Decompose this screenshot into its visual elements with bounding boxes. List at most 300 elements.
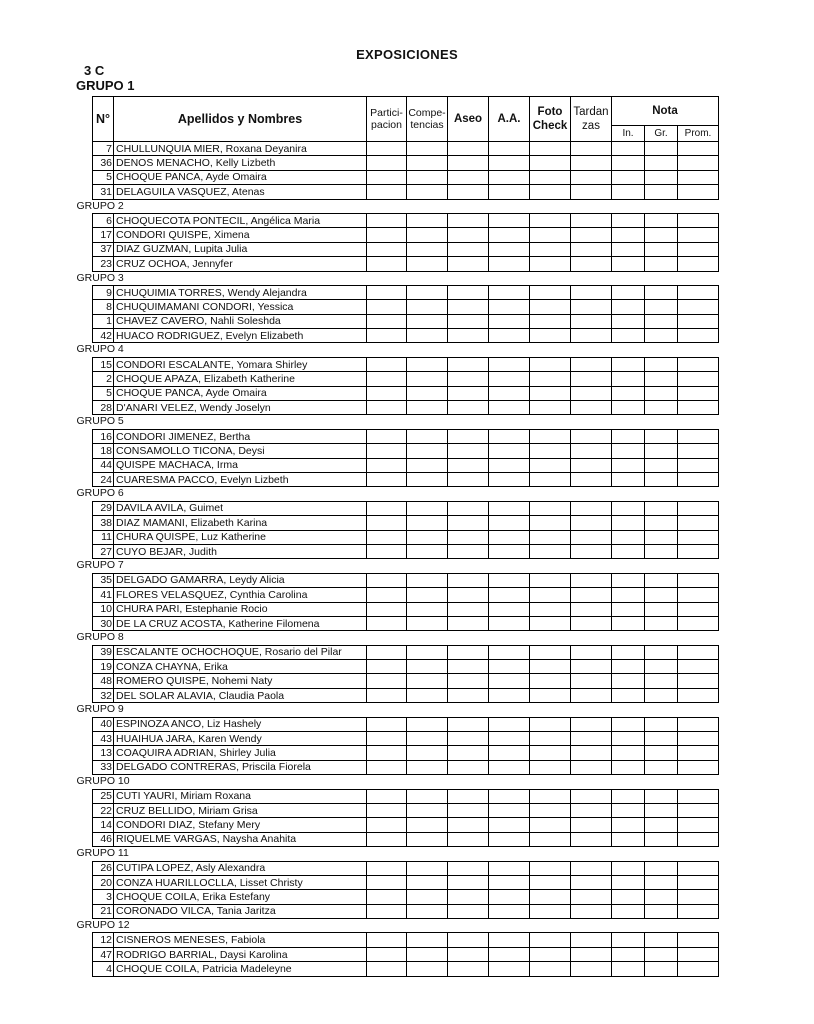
- grade-cell[interactable]: [612, 861, 645, 875]
- grade-cell[interactable]: [530, 875, 571, 889]
- grade-cell[interactable]: [571, 257, 612, 271]
- grade-cell[interactable]: [678, 947, 719, 961]
- grade-cell[interactable]: [645, 803, 678, 817]
- grade-cell[interactable]: [571, 530, 612, 544]
- grade-cell[interactable]: [678, 933, 719, 947]
- grade-cell[interactable]: [678, 616, 719, 630]
- grade-cell[interactable]: [612, 329, 645, 343]
- grade-cell[interactable]: [448, 962, 489, 976]
- grade-cell[interactable]: [448, 142, 489, 156]
- grade-cell[interactable]: [530, 372, 571, 386]
- grade-cell[interactable]: [678, 372, 719, 386]
- grade-cell[interactable]: [367, 213, 407, 227]
- grade-cell[interactable]: [407, 401, 448, 415]
- grade-cell[interactable]: [612, 185, 645, 199]
- grade-cell[interactable]: [612, 746, 645, 760]
- grade-cell[interactable]: [571, 501, 612, 515]
- grade-cell[interactable]: [571, 228, 612, 242]
- grade-cell[interactable]: [530, 242, 571, 256]
- grade-cell[interactable]: [645, 501, 678, 515]
- grade-cell[interactable]: [571, 170, 612, 184]
- grade-cell[interactable]: [407, 832, 448, 846]
- grade-cell[interactable]: [448, 544, 489, 558]
- grade-cell[interactable]: [645, 386, 678, 400]
- grade-cell[interactable]: [407, 803, 448, 817]
- grade-cell[interactable]: [489, 861, 530, 875]
- grade-cell[interactable]: [612, 300, 645, 314]
- grade-cell[interactable]: [489, 890, 530, 904]
- grade-cell[interactable]: [612, 947, 645, 961]
- grade-cell[interactable]: [530, 401, 571, 415]
- grade-cell[interactable]: [407, 588, 448, 602]
- grade-cell[interactable]: [530, 732, 571, 746]
- grade-cell[interactable]: [367, 329, 407, 343]
- grade-cell[interactable]: [678, 818, 719, 832]
- grade-cell[interactable]: [407, 573, 448, 587]
- grade-cell[interactable]: [367, 645, 407, 659]
- grade-cell[interactable]: [678, 904, 719, 918]
- grade-cell[interactable]: [367, 602, 407, 616]
- grade-cell[interactable]: [612, 516, 645, 530]
- grade-cell[interactable]: [407, 386, 448, 400]
- grade-cell[interactable]: [407, 890, 448, 904]
- grade-cell[interactable]: [489, 660, 530, 674]
- grade-cell[interactable]: [678, 732, 719, 746]
- grade-cell[interactable]: [407, 458, 448, 472]
- grade-cell[interactable]: [530, 530, 571, 544]
- grade-cell[interactable]: [407, 142, 448, 156]
- grade-cell[interactable]: [645, 588, 678, 602]
- grade-cell[interactable]: [448, 472, 489, 486]
- grade-cell[interactable]: [448, 458, 489, 472]
- grade-cell[interactable]: [530, 458, 571, 472]
- grade-cell[interactable]: [530, 760, 571, 774]
- grade-cell[interactable]: [448, 645, 489, 659]
- grade-cell[interactable]: [407, 185, 448, 199]
- grade-cell[interactable]: [645, 732, 678, 746]
- grade-cell[interactable]: [678, 573, 719, 587]
- grade-cell[interactable]: [448, 228, 489, 242]
- grade-cell[interactable]: [612, 616, 645, 630]
- grade-cell[interactable]: [407, 660, 448, 674]
- grade-cell[interactable]: [612, 142, 645, 156]
- grade-cell[interactable]: [678, 660, 719, 674]
- grade-cell[interactable]: [678, 832, 719, 846]
- grade-cell[interactable]: [367, 516, 407, 530]
- grade-cell[interactable]: [448, 285, 489, 299]
- grade-cell[interactable]: [645, 660, 678, 674]
- grade-cell[interactable]: [645, 746, 678, 760]
- grade-cell[interactable]: [678, 803, 719, 817]
- grade-cell[interactable]: [530, 660, 571, 674]
- grade-cell[interactable]: [489, 933, 530, 947]
- grade-cell[interactable]: [612, 818, 645, 832]
- grade-cell[interactable]: [571, 185, 612, 199]
- grade-cell[interactable]: [678, 602, 719, 616]
- grade-cell[interactable]: [367, 832, 407, 846]
- grade-cell[interactable]: [645, 357, 678, 371]
- grade-cell[interactable]: [571, 660, 612, 674]
- grade-cell[interactable]: [489, 875, 530, 889]
- grade-cell[interactable]: [530, 156, 571, 170]
- grade-cell[interactable]: [645, 314, 678, 328]
- grade-cell[interactable]: [571, 746, 612, 760]
- grade-cell[interactable]: [489, 156, 530, 170]
- grade-cell[interactable]: [612, 357, 645, 371]
- grade-cell[interactable]: [530, 818, 571, 832]
- grade-cell[interactable]: [612, 732, 645, 746]
- grade-cell[interactable]: [571, 688, 612, 702]
- grade-cell[interactable]: [407, 516, 448, 530]
- grade-cell[interactable]: [407, 357, 448, 371]
- grade-cell[interactable]: [571, 602, 612, 616]
- grade-cell[interactable]: [530, 861, 571, 875]
- grade-cell[interactable]: [367, 688, 407, 702]
- grade-cell[interactable]: [645, 530, 678, 544]
- grade-cell[interactable]: [367, 372, 407, 386]
- grade-cell[interactable]: [407, 616, 448, 630]
- grade-cell[interactable]: [678, 674, 719, 688]
- grade-cell[interactable]: [489, 573, 530, 587]
- grade-cell[interactable]: [530, 544, 571, 558]
- grade-cell[interactable]: [407, 329, 448, 343]
- grade-cell[interactable]: [645, 717, 678, 731]
- grade-cell[interactable]: [367, 674, 407, 688]
- grade-cell[interactable]: [530, 717, 571, 731]
- grade-cell[interactable]: [367, 429, 407, 443]
- grade-cell[interactable]: [407, 472, 448, 486]
- grade-cell[interactable]: [571, 357, 612, 371]
- grade-cell[interactable]: [645, 516, 678, 530]
- grade-cell[interactable]: [448, 372, 489, 386]
- grade-cell[interactable]: [407, 818, 448, 832]
- grade-cell[interactable]: [612, 875, 645, 889]
- grade-cell[interactable]: [367, 300, 407, 314]
- grade-cell[interactable]: [489, 760, 530, 774]
- grade-cell[interactable]: [612, 257, 645, 271]
- grade-cell[interactable]: [612, 717, 645, 731]
- grade-cell[interactable]: [571, 803, 612, 817]
- grade-cell[interactable]: [645, 458, 678, 472]
- grade-cell[interactable]: [448, 789, 489, 803]
- grade-cell[interactable]: [489, 429, 530, 443]
- grade-cell[interactable]: [678, 444, 719, 458]
- grade-cell[interactable]: [489, 818, 530, 832]
- grade-cell[interactable]: [448, 890, 489, 904]
- grade-cell[interactable]: [530, 516, 571, 530]
- grade-cell[interactable]: [407, 285, 448, 299]
- grade-cell[interactable]: [530, 285, 571, 299]
- grade-cell[interactable]: [678, 314, 719, 328]
- grade-cell[interactable]: [530, 588, 571, 602]
- grade-cell[interactable]: [367, 357, 407, 371]
- grade-cell[interactable]: [678, 213, 719, 227]
- grade-cell[interactable]: [678, 472, 719, 486]
- grade-cell[interactable]: [489, 544, 530, 558]
- grade-cell[interactable]: [571, 213, 612, 227]
- grade-cell[interactable]: [367, 444, 407, 458]
- grade-cell[interactable]: [489, 185, 530, 199]
- grade-cell[interactable]: [678, 890, 719, 904]
- grade-cell[interactable]: [489, 962, 530, 976]
- grade-cell[interactable]: [489, 717, 530, 731]
- grade-cell[interactable]: [571, 789, 612, 803]
- grade-cell[interactable]: [489, 947, 530, 961]
- grade-cell[interactable]: [407, 429, 448, 443]
- grade-cell[interactable]: [448, 616, 489, 630]
- grade-cell[interactable]: [530, 429, 571, 443]
- grade-cell[interactable]: [367, 861, 407, 875]
- grade-cell[interactable]: [407, 947, 448, 961]
- grade-cell[interactable]: [612, 458, 645, 472]
- grade-cell[interactable]: [571, 616, 612, 630]
- grade-cell[interactable]: [367, 386, 407, 400]
- grade-cell[interactable]: [448, 357, 489, 371]
- grade-cell[interactable]: [530, 602, 571, 616]
- grade-cell[interactable]: [645, 933, 678, 947]
- grade-cell[interactable]: [489, 516, 530, 530]
- grade-cell[interactable]: [448, 688, 489, 702]
- grade-cell[interactable]: [678, 789, 719, 803]
- grade-cell[interactable]: [571, 933, 612, 947]
- grade-cell[interactable]: [407, 789, 448, 803]
- grade-cell[interactable]: [489, 472, 530, 486]
- grade-cell[interactable]: [678, 717, 719, 731]
- grade-cell[interactable]: [448, 242, 489, 256]
- grade-cell[interactable]: [530, 962, 571, 976]
- grade-cell[interactable]: [489, 530, 530, 544]
- grade-cell[interactable]: [645, 544, 678, 558]
- grade-cell[interactable]: [645, 372, 678, 386]
- grade-cell[interactable]: [367, 458, 407, 472]
- grade-cell[interactable]: [678, 285, 719, 299]
- grade-cell[interactable]: [448, 875, 489, 889]
- grade-cell[interactable]: [645, 688, 678, 702]
- grade-cell[interactable]: [571, 516, 612, 530]
- grade-cell[interactable]: [530, 213, 571, 227]
- grade-cell[interactable]: [571, 156, 612, 170]
- grade-cell[interactable]: [612, 832, 645, 846]
- grade-cell[interactable]: [571, 588, 612, 602]
- grade-cell[interactable]: [612, 688, 645, 702]
- grade-cell[interactable]: [530, 746, 571, 760]
- grade-cell[interactable]: [489, 401, 530, 415]
- grade-cell[interactable]: [407, 933, 448, 947]
- grade-cell[interactable]: [612, 472, 645, 486]
- grade-cell[interactable]: [407, 688, 448, 702]
- grade-cell[interactable]: [571, 544, 612, 558]
- grade-cell[interactable]: [612, 760, 645, 774]
- grade-cell[interactable]: [407, 170, 448, 184]
- grade-cell[interactable]: [571, 300, 612, 314]
- grade-cell[interactable]: [448, 602, 489, 616]
- grade-cell[interactable]: [489, 329, 530, 343]
- grade-cell[interactable]: [367, 285, 407, 299]
- grade-cell[interactable]: [448, 861, 489, 875]
- grade-cell[interactable]: [489, 616, 530, 630]
- grade-cell[interactable]: [489, 458, 530, 472]
- grade-cell[interactable]: [367, 732, 407, 746]
- grade-cell[interactable]: [530, 904, 571, 918]
- grade-cell[interactable]: [407, 228, 448, 242]
- grade-cell[interactable]: [530, 444, 571, 458]
- grade-cell[interactable]: [489, 142, 530, 156]
- grade-cell[interactable]: [489, 300, 530, 314]
- grade-cell[interactable]: [448, 732, 489, 746]
- grade-cell[interactable]: [448, 573, 489, 587]
- grade-cell[interactable]: [367, 760, 407, 774]
- grade-cell[interactable]: [489, 386, 530, 400]
- grade-cell[interactable]: [448, 660, 489, 674]
- grade-cell[interactable]: [571, 429, 612, 443]
- grade-cell[interactable]: [612, 314, 645, 328]
- grade-cell[interactable]: [571, 372, 612, 386]
- grade-cell[interactable]: [678, 501, 719, 515]
- grade-cell[interactable]: [678, 645, 719, 659]
- grade-cell[interactable]: [407, 861, 448, 875]
- grade-cell[interactable]: [612, 156, 645, 170]
- grade-cell[interactable]: [530, 300, 571, 314]
- grade-cell[interactable]: [530, 257, 571, 271]
- grade-cell[interactable]: [489, 602, 530, 616]
- grade-cell[interactable]: [367, 156, 407, 170]
- grade-cell[interactable]: [530, 789, 571, 803]
- grade-cell[interactable]: [530, 947, 571, 961]
- grade-cell[interactable]: [571, 760, 612, 774]
- grade-cell[interactable]: [367, 904, 407, 918]
- grade-cell[interactable]: [448, 717, 489, 731]
- grade-cell[interactable]: [448, 803, 489, 817]
- grade-cell[interactable]: [367, 746, 407, 760]
- grade-cell[interactable]: [367, 962, 407, 976]
- grade-cell[interactable]: [530, 185, 571, 199]
- grade-cell[interactable]: [407, 300, 448, 314]
- grade-cell[interactable]: [645, 242, 678, 256]
- grade-cell[interactable]: [645, 760, 678, 774]
- grade-cell[interactable]: [448, 314, 489, 328]
- grade-cell[interactable]: [612, 588, 645, 602]
- grade-cell[interactable]: [645, 257, 678, 271]
- grade-cell[interactable]: [645, 170, 678, 184]
- grade-cell[interactable]: [367, 660, 407, 674]
- grade-cell[interactable]: [367, 573, 407, 587]
- grade-cell[interactable]: [367, 588, 407, 602]
- grade-cell[interactable]: [448, 760, 489, 774]
- grade-cell[interactable]: [448, 156, 489, 170]
- grade-cell[interactable]: [678, 386, 719, 400]
- grade-cell[interactable]: [367, 142, 407, 156]
- grade-cell[interactable]: [407, 904, 448, 918]
- grade-cell[interactable]: [367, 933, 407, 947]
- grade-cell[interactable]: [678, 185, 719, 199]
- grade-cell[interactable]: [612, 904, 645, 918]
- grade-cell[interactable]: [367, 314, 407, 328]
- grade-cell[interactable]: [367, 947, 407, 961]
- grade-cell[interactable]: [489, 746, 530, 760]
- grade-cell[interactable]: [645, 602, 678, 616]
- grade-cell[interactable]: [678, 688, 719, 702]
- grade-cell[interactable]: [489, 372, 530, 386]
- grade-cell[interactable]: [367, 401, 407, 415]
- grade-cell[interactable]: [645, 962, 678, 976]
- grade-cell[interactable]: [489, 732, 530, 746]
- grade-cell[interactable]: [530, 329, 571, 343]
- grade-cell[interactable]: [407, 314, 448, 328]
- grade-cell[interactable]: [645, 213, 678, 227]
- grade-cell[interactable]: [530, 645, 571, 659]
- grade-cell[interactable]: [645, 875, 678, 889]
- grade-cell[interactable]: [645, 832, 678, 846]
- grade-cell[interactable]: [571, 674, 612, 688]
- grade-cell[interactable]: [448, 933, 489, 947]
- grade-cell[interactable]: [530, 688, 571, 702]
- grade-cell[interactable]: [489, 688, 530, 702]
- grade-cell[interactable]: [612, 228, 645, 242]
- grade-cell[interactable]: [571, 818, 612, 832]
- grade-cell[interactable]: [367, 185, 407, 199]
- grade-cell[interactable]: [448, 947, 489, 961]
- grade-cell[interactable]: [407, 645, 448, 659]
- grade-cell[interactable]: [645, 401, 678, 415]
- grade-cell[interactable]: [612, 401, 645, 415]
- grade-cell[interactable]: [645, 444, 678, 458]
- grade-cell[interactable]: [612, 501, 645, 515]
- grade-cell[interactable]: [489, 645, 530, 659]
- grade-cell[interactable]: [571, 329, 612, 343]
- grade-cell[interactable]: [571, 861, 612, 875]
- grade-cell[interactable]: [448, 185, 489, 199]
- grade-cell[interactable]: [530, 674, 571, 688]
- grade-cell[interactable]: [367, 257, 407, 271]
- grade-cell[interactable]: [678, 142, 719, 156]
- grade-cell[interactable]: [612, 530, 645, 544]
- grade-cell[interactable]: [530, 501, 571, 515]
- grade-cell[interactable]: [407, 602, 448, 616]
- grade-cell[interactable]: [645, 472, 678, 486]
- grade-cell[interactable]: [489, 588, 530, 602]
- grade-cell[interactable]: [530, 890, 571, 904]
- grade-cell[interactable]: [367, 170, 407, 184]
- grade-cell[interactable]: [678, 329, 719, 343]
- grade-cell[interactable]: [489, 904, 530, 918]
- grade-cell[interactable]: [678, 458, 719, 472]
- grade-cell[interactable]: [367, 890, 407, 904]
- grade-cell[interactable]: [678, 588, 719, 602]
- grade-cell[interactable]: [571, 444, 612, 458]
- grade-cell[interactable]: [645, 616, 678, 630]
- grade-cell[interactable]: [367, 530, 407, 544]
- grade-cell[interactable]: [678, 156, 719, 170]
- grade-cell[interactable]: [645, 228, 678, 242]
- grade-cell[interactable]: [612, 285, 645, 299]
- grade-cell[interactable]: [678, 962, 719, 976]
- grade-cell[interactable]: [678, 875, 719, 889]
- grade-cell[interactable]: [612, 933, 645, 947]
- grade-cell[interactable]: [367, 803, 407, 817]
- grade-cell[interactable]: [645, 329, 678, 343]
- grade-cell[interactable]: [645, 573, 678, 587]
- grade-cell[interactable]: [571, 962, 612, 976]
- grade-cell[interactable]: [678, 228, 719, 242]
- grade-cell[interactable]: [645, 645, 678, 659]
- grade-cell[interactable]: [448, 530, 489, 544]
- grade-cell[interactable]: [678, 429, 719, 443]
- grade-cell[interactable]: [612, 386, 645, 400]
- grade-cell[interactable]: [448, 300, 489, 314]
- grade-cell[interactable]: [678, 357, 719, 371]
- grade-cell[interactable]: [448, 818, 489, 832]
- grade-cell[interactable]: [571, 732, 612, 746]
